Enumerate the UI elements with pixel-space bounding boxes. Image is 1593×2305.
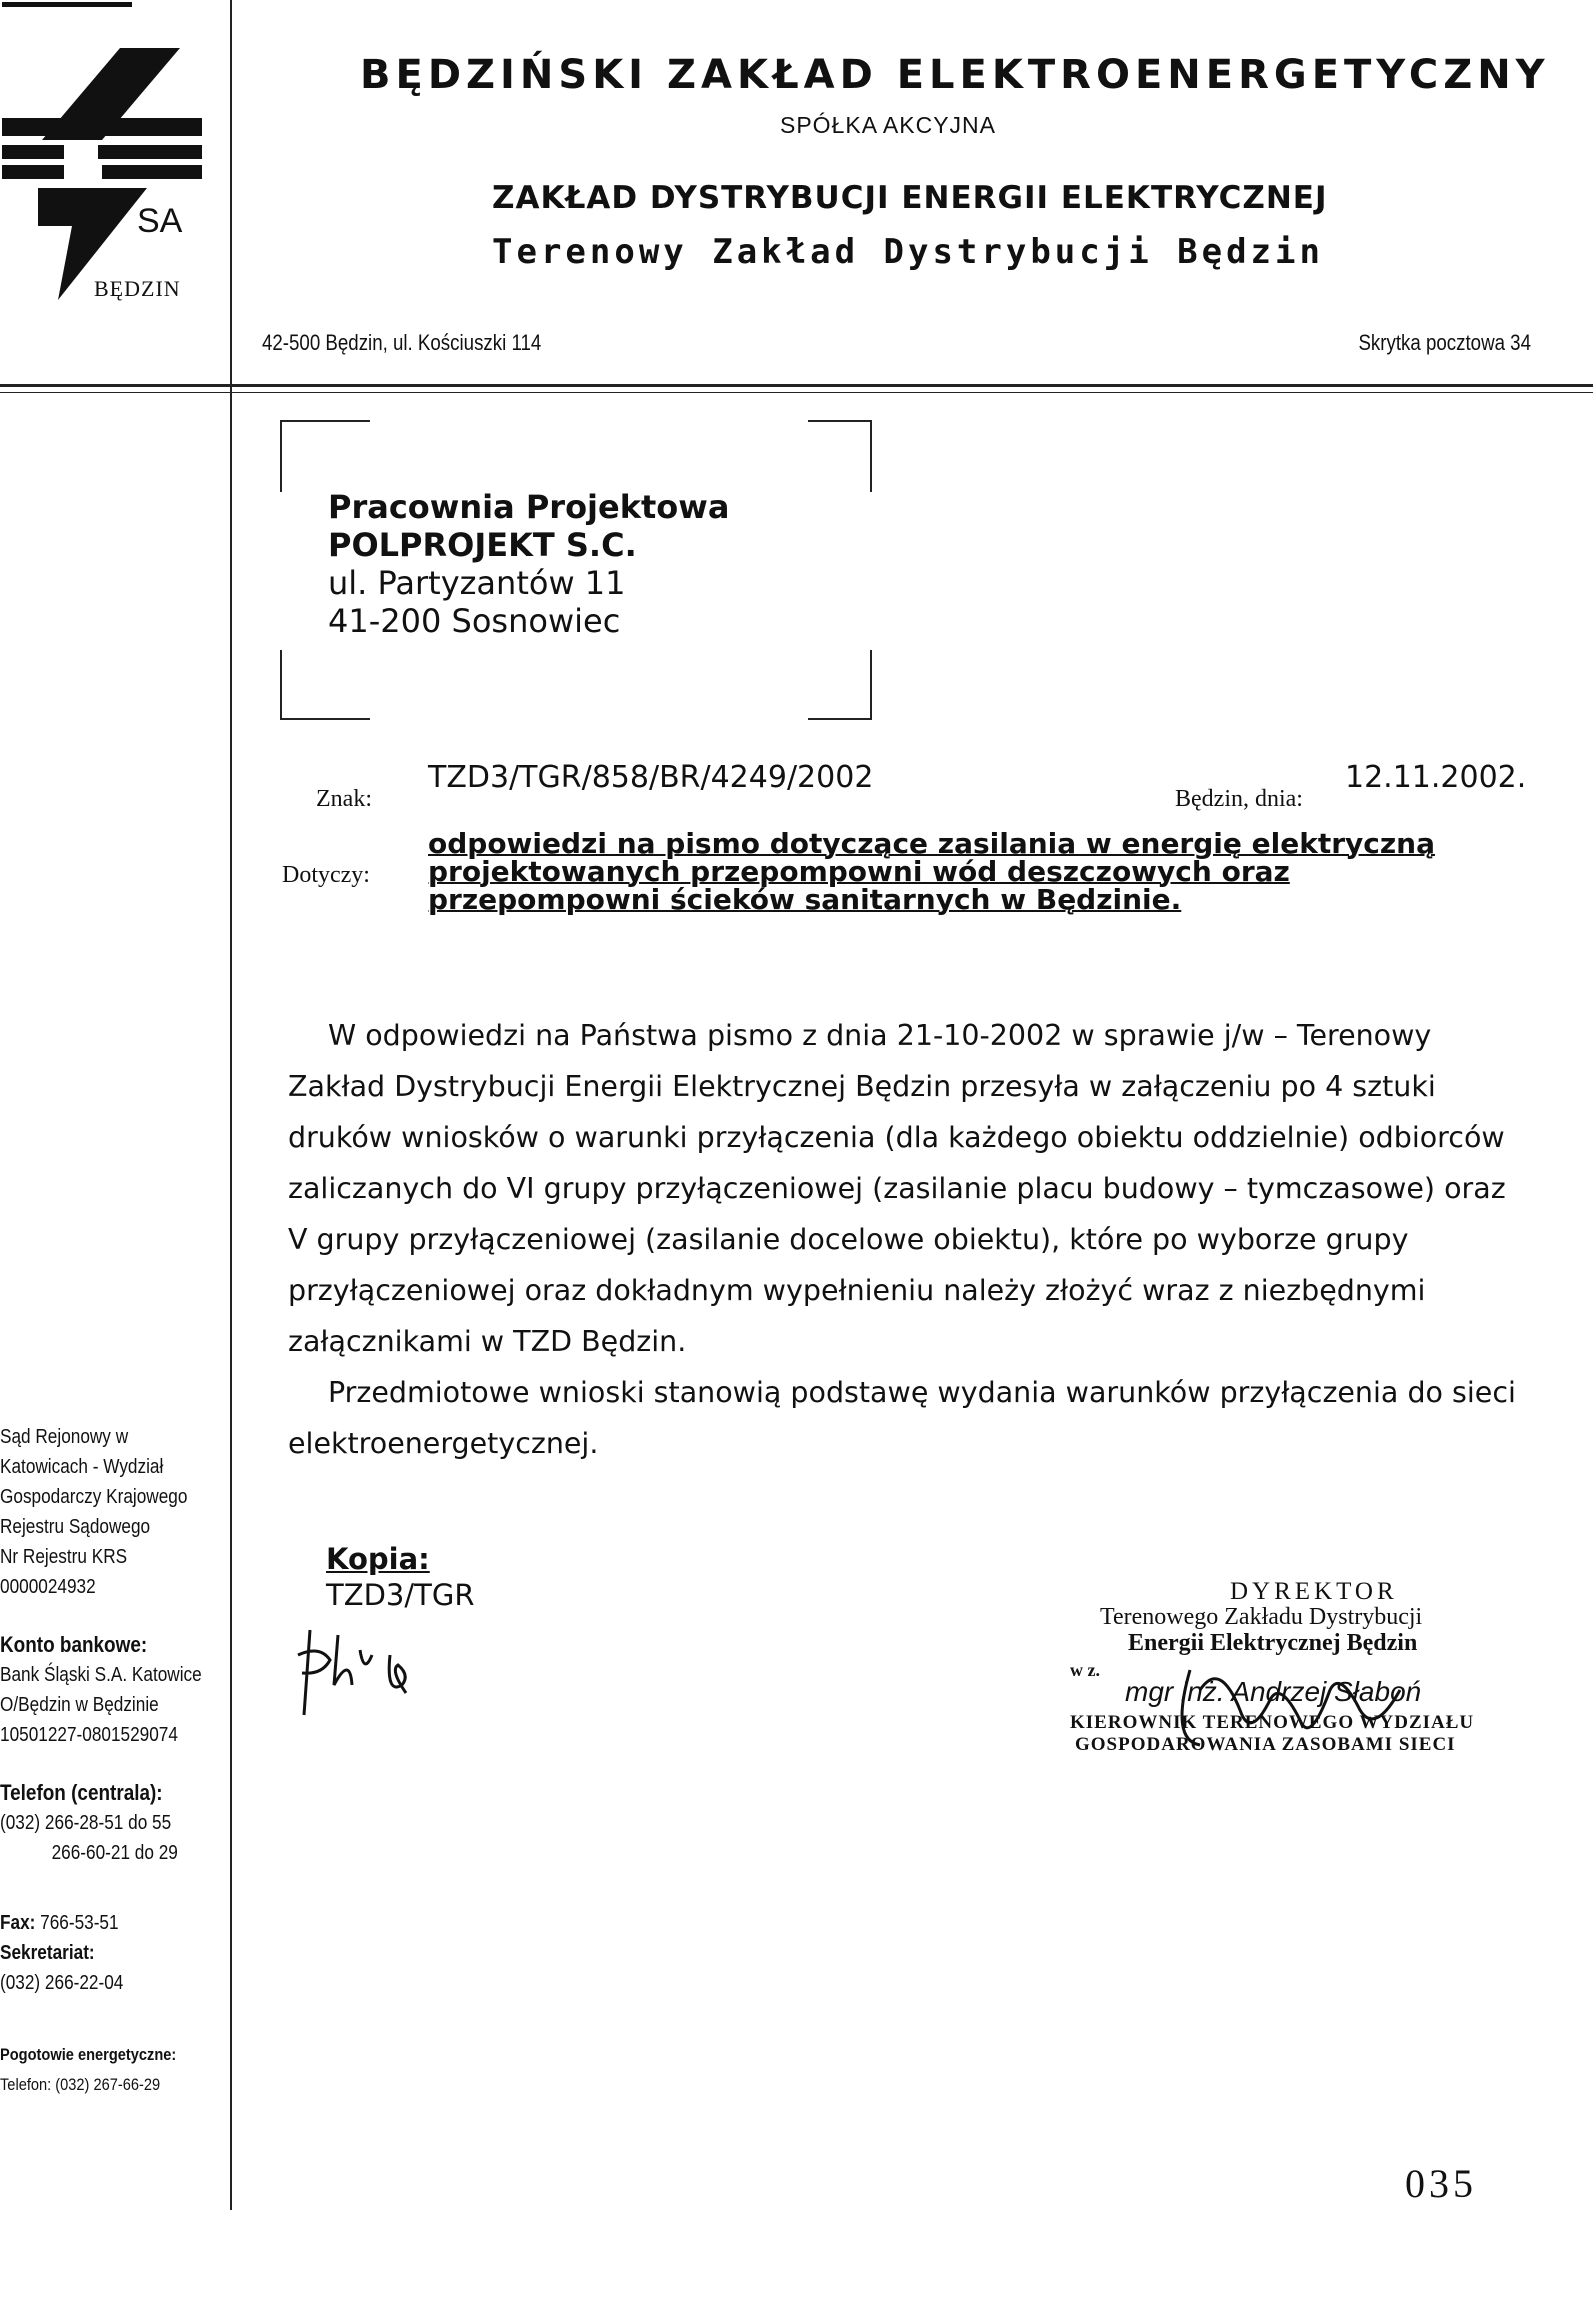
copy-recipient: TZD3/TGR [326,1578,475,1612]
sidebar-fax [0,1908,123,1998]
company-form: SPÓŁKA AKCYJNA [780,112,996,138]
signature-line1: Terenowego Zakładu Dystrybucji [1100,1604,1423,1630]
sidebar-divider [230,0,232,2210]
logo-sa: SA [137,202,183,240]
court-line: Gospodarczy Krajowego [0,1486,188,1508]
bank-line: O/Będzin w Będzinie [0,1694,159,1716]
bracket-top-right [808,420,872,492]
secretary-label: Sekretariat: [0,1942,95,1964]
body-line: V grupy przyłączeniowej (zasilanie docelowe obiektu), które po wyborze grupy [288,1223,1409,1256]
body-line: załącznikami w TZD Będzin. [288,1325,687,1358]
body-line: Przedmiotowe wnioski stanowią podstawę wydania warunków przyłączenia do sieci [328,1376,1516,1409]
body-line: Zakład Dystrybucji Energii Elektrycznej Będzin przesyła w załączeniu po 4 sztuki [288,1070,1436,1103]
body-line: W odpowiedzi na Państwa pismo z dnia 21-10-2002 w sprawie j/w – Terenowy [328,1019,1432,1052]
body-line: zaliczanych do VI grupy przyłączeniowej (zasilanie placu budowy – tymczasowe) oraz [288,1172,1506,1205]
phone-line2: 266-60-21 do 29 [51,1842,178,1864]
handwritten-initials [290,1615,440,1725]
recipient-line4: 41-200 Sosnowiec [328,602,621,640]
handwritten-signature [1160,1650,1420,1760]
signature-role2: GOSPODAROWANIA ZASOBAMI SIECI [1075,1734,1456,1755]
recipient-address [328,488,729,640]
po-box: Skrytka pocztowa 34 [1358,330,1531,355]
court-line: 0000024932 [0,1576,96,1598]
bze-logo [2,0,212,320]
sidebar-emergency [0,2040,176,2100]
recipient-line1: Pracownia Projektowa [328,488,730,526]
header-rule [0,384,1593,387]
court-line: Nr Rejestru KRS [0,1546,128,1568]
court-line: Katowicach - Wydział [0,1456,164,1478]
sidebar-bank [0,1630,202,1750]
division-name: ZAKŁAD DYSTRYBUCJI ENERGII ELEKTRYCZNEJ [492,180,1328,216]
signature-title: DYREKTOR [1230,1578,1398,1605]
place-label: Będzin, dnia: [1175,786,1303,812]
sidebar-phone [0,1778,178,1868]
unit-name: Terenowy Zakład Dystrybucji Będzin [492,232,1324,272]
subject-line1: odpowiedzi na pismo dotyczące zasilania w energię elektryczną [428,827,1435,860]
body-line: druków wniosków o warunki przyłączenia (dla każdego obiektu oddzielnie) odbiorców [288,1121,1505,1154]
signature-wz: w z. [1070,1660,1100,1680]
bracket-bottom-left [280,650,370,720]
body-line: przyłączeniowej oraz dokładnym wypełnieniu należy złożyć wraz z niezbędnymi [288,1274,1426,1307]
phone-label: Telefon (centrala): [0,1780,163,1805]
bracket-bottom-right [808,650,872,720]
company-name: BĘDZIŃSKI ZAKŁAD ELEKTROENERGETYCZNY [360,52,1550,98]
recipient-line3: ul. Partyzantów 11 [328,564,626,602]
letter-date: 12.11.2002. [1345,760,1527,795]
signature-role1: KIEROWNIK TERENOWEGO WYDZIAŁU [1070,1712,1475,1733]
emergency-number: Telefon: (032) 267-66-29 [0,2075,161,2094]
logo-city: BĘDZIN [94,276,181,301]
header-rule-thin [0,392,1593,393]
page-number: 035 [1405,2161,1477,2206]
fax-number: 766-53-51 [40,1912,119,1934]
letter-body [288,1010,1518,1469]
bracket-top-left [280,420,370,492]
emergency-label: Pogotowie energetyczne: [0,2045,177,2064]
body-line: elektroenergetycznej. [288,1427,599,1460]
reference-number: TZD3/TGR/858/BR/4249/2002 [428,760,874,795]
signature-line2: Energii Elektrycznej Będzin [1128,1630,1418,1656]
subject-line2: projektowanych przepompowni wód deszczowych oraz [428,855,1290,888]
bank-line: 10501227-0801529074 [0,1724,178,1746]
fax-label: Fax: [0,1912,36,1934]
recipient-line2: POLPROJEKT S.C. [328,526,637,564]
znak-label: Znak: [316,786,372,812]
court-line: Rejestru Sądowego [0,1516,151,1538]
company-address: 42-500 Będzin, ul. Kościuszki 114 [262,330,542,355]
bank-label: Konto bankowe: [0,1632,148,1657]
phone-line1: (032) 266-28-51 do 55 [0,1812,172,1834]
copy-label: Kopia: [326,1542,430,1576]
signature-name: mgr inż. Andrzej Słaboń [1125,1676,1422,1707]
court-line: Sąd Rejonowy w [0,1426,129,1448]
dotyczy-label: Dotyczy: [282,862,370,888]
secretary-number: (032) 266-22-04 [0,1972,124,1994]
sidebar-court [0,1422,187,1602]
bank-line: Bank Śląski S.A. Katowice [0,1664,202,1686]
subject-line3: przepompowni ścieków sanitarnych w Będzinie. [428,883,1182,916]
subject [428,827,1435,916]
